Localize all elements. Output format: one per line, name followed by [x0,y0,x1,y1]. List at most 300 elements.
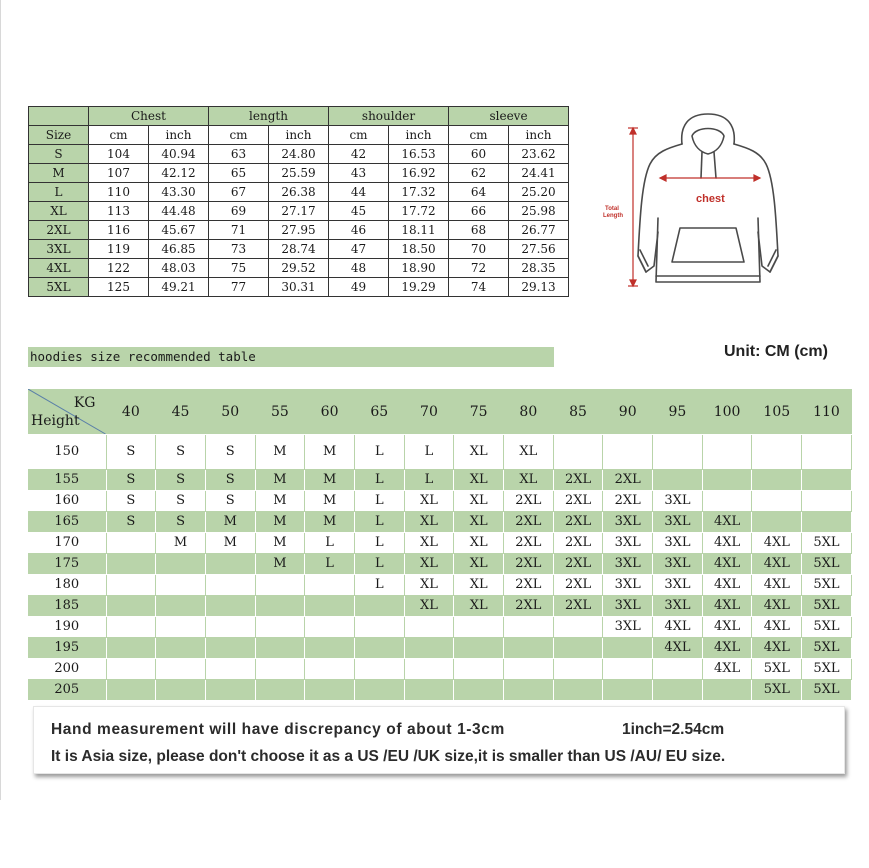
unit-cell: cm [449,126,509,145]
total-length-label: Length [603,213,623,219]
recommended-size-cell [752,491,802,512]
recommended-size-cell [603,680,653,701]
unit-cell: cm [329,126,389,145]
weight-header-cell: 55 [255,389,305,435]
unit-header-row [29,126,569,145]
weight-header-cell: 90 [603,389,653,435]
measurement-cell: 25.98 [509,202,569,221]
recommended-size-cell [106,596,156,617]
recommended-size-cell: XL [404,596,454,617]
recommended-size-cell [553,659,603,680]
measurement-cell: 67 [209,183,269,202]
recommended-size-cell [106,659,156,680]
recommended-size-cell [404,617,454,638]
recommended-size-cell: 3XL [603,596,653,617]
recommended-size-cell: XL [504,470,554,491]
measurement-cell: 45 [329,202,389,221]
recommended-size-cell: XL [454,533,504,554]
recommended-size-cell [603,659,653,680]
recommended-size-cell: 2XL [553,575,603,596]
recommended-size-cell: L [354,554,404,575]
recommended-size-cell: M [255,554,305,575]
recommended-size-cell: M [255,533,305,554]
height-cell: 160 [28,491,106,512]
measurement-cell: 40.94 [149,145,209,164]
recommended-size-cell: S [205,435,255,470]
size-row [29,164,569,183]
measurement-cell: 69 [209,202,269,221]
recommended-size-cell: XL [454,435,504,470]
asia-size-note: It is Asia size, please don't choose it as a US /EU /UK size,it is smaller than US /AU/ EU size. [51,748,726,765]
recommended-size-cell: 5XL [802,533,852,554]
recommended-size-cell [305,617,355,638]
recommended-size-cell: L [305,554,355,575]
recommended-size-cell: 4XL [752,638,802,659]
measurement-cell: 30.31 [269,278,329,297]
height-row [28,470,851,491]
recommended-size-cell [156,554,206,575]
recommended-size-cell: S [205,491,255,512]
recommended-size-cell [156,638,206,659]
recommend-table-title: hoodies size recommended table [28,347,554,367]
kg-height-corner [28,389,106,435]
size-recommendation-table [28,389,852,701]
blank-corner [29,107,89,126]
measurement-cell: 26.38 [269,183,329,202]
recommended-size-cell: XL [404,575,454,596]
measurement-cell: 77 [209,278,269,297]
height-cell: 150 [28,435,106,470]
recommended-size-cell [354,596,404,617]
recommended-size-cell [653,470,703,491]
weight-header-cell: 100 [702,389,752,435]
notice-box [33,706,845,774]
recommended-size-cell: M [255,470,305,491]
recommended-size-cell [553,435,603,470]
recommended-size-cell [205,638,255,659]
recommended-size-cell [305,575,355,596]
recommended-size-cell [354,638,404,659]
recommended-size-cell: 3XL [653,491,703,512]
recommended-size-cell [255,575,305,596]
recommended-size-cell [802,491,852,512]
measurement-cell: 24.41 [509,164,569,183]
measurement-cell: 18.90 [389,259,449,278]
height-cell: 185 [28,596,106,617]
measurement-cell: 24.80 [269,145,329,164]
size-row [29,221,569,240]
recommended-size-cell [553,680,603,701]
measurement-cell: 44 [329,183,389,202]
recommended-size-cell: M [156,533,206,554]
weight-header-row [28,389,851,435]
recommended-size-cell [255,638,305,659]
recommended-size-cell [702,491,752,512]
unit-cell: inch [389,126,449,145]
measurement-cell: 19.29 [389,278,449,297]
height-row [28,617,851,638]
measurement-cell: 62 [449,164,509,183]
recommended-size-cell: 2XL [553,512,603,533]
recommended-size-cell: 3XL [653,533,703,554]
recommended-size-cell [156,575,206,596]
recommended-size-cell [205,617,255,638]
measurement-cell: 43.30 [149,183,209,202]
weight-header-cell: 80 [504,389,554,435]
recommended-size-cell [305,638,355,659]
recommended-size-cell [205,554,255,575]
recommended-size-cell [454,638,504,659]
size-cell: 4XL [29,259,89,278]
height-row [28,638,851,659]
size-row [29,145,569,164]
recommended-size-cell [106,680,156,701]
weight-header-cell: 50 [205,389,255,435]
height-label: Height [31,413,80,429]
recommended-size-cell: 3XL [653,575,703,596]
measurement-cell: 25.20 [509,183,569,202]
recommended-size-cell: S [156,470,206,491]
recommended-size-cell [305,596,355,617]
recommended-size-cell [106,617,156,638]
recommended-size-cell: 2XL [504,575,554,596]
chest-arrow [660,175,760,181]
recommended-size-cell [255,659,305,680]
recommended-size-cell [603,435,653,470]
recommended-size-cell: 2XL [553,491,603,512]
recommended-size-cell: XL [404,554,454,575]
recommended-size-cell: 2XL [553,554,603,575]
recommended-size-cell: M [205,512,255,533]
measurement-cell: 17.32 [389,183,449,202]
recommended-size-cell: 3XL [653,512,703,533]
height-row [28,596,851,617]
recommended-size-cell: L [305,533,355,554]
recommended-size-cell [255,680,305,701]
height-row [28,533,851,554]
weight-header-cell: 95 [653,389,703,435]
measurement-cell: 119 [89,240,149,259]
total-length-arrow [628,128,638,286]
measurement-cell: 43 [329,164,389,183]
weight-header-cell: 45 [156,389,206,435]
measurement-cell: 29.52 [269,259,329,278]
recommended-size-cell: 3XL [603,617,653,638]
recommended-size-cell: XL [454,512,504,533]
recommended-size-cell: 2XL [504,554,554,575]
recommended-size-cell: 2XL [603,491,653,512]
measurement-cell: 46.85 [149,240,209,259]
recommended-size-cell: 4XL [702,638,752,659]
recommended-size-cell [106,533,156,554]
measurement-cell: 113 [89,202,149,221]
recommended-size-cell: L [354,491,404,512]
measurement-cell: 73 [209,240,269,259]
measurement-cell: 49.21 [149,278,209,297]
height-cell: 165 [28,512,106,533]
recommended-size-cell: 2XL [553,470,603,491]
measurement-cell: 65 [209,164,269,183]
recommended-size-cell: 2XL [504,491,554,512]
height-cell: 195 [28,638,106,659]
recommended-size-cell: 4XL [702,554,752,575]
recommended-size-cell [156,596,206,617]
recommended-size-cell [354,659,404,680]
recommended-size-cell: 5XL [752,659,802,680]
recommended-size-cell: M [255,491,305,512]
recommended-size-cell: M [305,512,355,533]
size-cell: 3XL [29,240,89,259]
unit-cell: cm [89,126,149,145]
recommended-size-cell: XL [454,596,504,617]
unit-cell: inch [149,126,209,145]
recommended-size-cell: XL [454,554,504,575]
recommended-size-cell [205,575,255,596]
unit-cell: cm [209,126,269,145]
recommended-size-cell: S [205,470,255,491]
recommended-size-cell: M [205,533,255,554]
recommended-size-cell: 5XL [752,680,802,701]
recommended-size-cell: 4XL [702,596,752,617]
measurement-cell: 60 [449,145,509,164]
measurement-cell: 46 [329,221,389,240]
recommended-size-cell [702,680,752,701]
size-cell: L [29,183,89,202]
total-length-label: Total [605,206,619,212]
measurement-cell: 28.74 [269,240,329,259]
recommended-size-cell: L [354,575,404,596]
height-row [28,512,851,533]
page-edge-line [0,0,1,800]
recommended-size-cell [454,680,504,701]
measurement-cell: 42 [329,145,389,164]
recommended-size-cell [205,596,255,617]
weight-header-cell: 70 [404,389,454,435]
measurement-cell: 72 [449,259,509,278]
height-cell: 170 [28,533,106,554]
recommended-size-cell: L [404,435,454,470]
measurement-cell: 16.53 [389,145,449,164]
recommended-size-cell: 3XL [603,512,653,533]
measurement-cell: 48.03 [149,259,209,278]
measurement-cell: 122 [89,259,149,278]
recommended-size-cell: L [354,512,404,533]
size-row [29,183,569,202]
recommended-size-cell [454,617,504,638]
recommended-size-cell: 3XL [603,575,653,596]
inch-conversion-note: 1inch=2.54cm [622,721,725,738]
recommended-size-cell: S [156,491,206,512]
recommended-size-cell: M [305,435,355,470]
recommended-size-cell [504,680,554,701]
recommended-size-cell: L [354,470,404,491]
recommended-size-cell [504,638,554,659]
recommended-size-cell [354,680,404,701]
height-row [28,554,851,575]
recommended-size-cell: 2XL [553,533,603,554]
recommended-size-cell: 5XL [802,617,852,638]
weight-header-cell: 40 [106,389,156,435]
recommended-size-cell [553,617,603,638]
recommended-size-cell [653,435,703,470]
recommended-size-cell: M [305,470,355,491]
size-row [29,259,569,278]
recommended-size-cell [255,617,305,638]
recommended-size-cell [454,659,504,680]
recommended-size-cell: 4XL [702,659,752,680]
recommended-size-cell [404,680,454,701]
recommended-size-cell [504,617,554,638]
size-row [29,202,569,221]
measurement-cell: 48 [329,259,389,278]
measurement-cell: 18.11 [389,221,449,240]
group-shoulder: shoulder [329,107,449,126]
measurement-cell: 49 [329,278,389,297]
recommended-size-cell: 4XL [702,617,752,638]
recommended-size-cell: 5XL [802,680,852,701]
recommended-size-cell: XL [404,512,454,533]
recommended-size-cell [752,512,802,533]
recommended-size-cell: 4XL [752,575,802,596]
measurement-cell: 17.72 [389,202,449,221]
measurement-cell: 116 [89,221,149,240]
recommended-size-cell: 3XL [603,533,653,554]
recommended-size-cell [305,680,355,701]
height-row [28,575,851,596]
recommended-size-cell: 5XL [802,596,852,617]
measurement-cell: 68 [449,221,509,240]
recommended-size-cell: 4XL [752,617,802,638]
measurement-cell: 74 [449,278,509,297]
recommended-size-cell [156,680,206,701]
kg-label: KG [73,395,96,411]
recommended-size-cell: 2XL [504,596,554,617]
weight-header-cell: 65 [354,389,404,435]
recommended-size-cell [305,659,355,680]
recommended-size-cell [255,596,305,617]
measurement-cell: 29.13 [509,278,569,297]
measurement-cell: 70 [449,240,509,259]
measurement-cell: 44.48 [149,202,209,221]
recommended-size-cell: 3XL [603,554,653,575]
recommended-size-cell [205,659,255,680]
height-row [28,491,851,512]
height-row [28,435,851,470]
measurement-cell: 27.95 [269,221,329,240]
measurement-cell: 23.62 [509,145,569,164]
hoodie-measurement-diagram [596,106,806,296]
measurement-cell: 66 [449,202,509,221]
recommended-size-cell [106,638,156,659]
recommended-size-cell [702,470,752,491]
recommended-size-cell [752,435,802,470]
size-column-header: Size [29,126,89,145]
group-chest: Chest [89,107,209,126]
size-cell: XL [29,202,89,221]
recommended-size-cell: M [305,491,355,512]
weight-header-cell: 105 [752,389,802,435]
measurement-cell: 110 [89,183,149,202]
recommended-size-cell: 2XL [504,512,554,533]
recommended-size-cell: S [106,491,156,512]
measurement-cell: 16.92 [389,164,449,183]
measurement-cell: 28.35 [509,259,569,278]
recommended-size-cell [653,659,703,680]
measurement-cell: 25.59 [269,164,329,183]
discrepancy-note: Hand measurement will have discrepancy of about 1-3cm [51,721,505,738]
recommended-size-cell: 5XL [802,575,852,596]
recommended-size-cell: XL [404,491,454,512]
recommended-size-cell [156,617,206,638]
unit-label: Unit: CM (cm) [724,343,828,360]
recommended-size-cell: 4XL [702,575,752,596]
recommended-size-cell: S [106,470,156,491]
measurement-cell: 45.67 [149,221,209,240]
recommended-size-cell: 2XL [553,596,603,617]
recommended-size-cell [504,659,554,680]
recommended-size-cell [404,638,454,659]
height-cell: 155 [28,470,106,491]
recommended-size-cell: 4XL [752,554,802,575]
recommended-size-cell: M [255,435,305,470]
size-cell: S [29,145,89,164]
weight-header-cell: 85 [553,389,603,435]
height-row [28,659,851,680]
recommended-size-cell [752,470,802,491]
measurement-cell: 42.12 [149,164,209,183]
recommended-size-cell: 4XL [702,533,752,554]
recommended-size-cell [156,659,206,680]
recommended-size-cell: S [106,435,156,470]
measurement-cell: 104 [89,145,149,164]
height-row [28,680,851,701]
recommended-size-cell: 4XL [653,638,703,659]
measurement-cell: 64 [449,183,509,202]
recommended-size-cell: 4XL [752,533,802,554]
size-cell: 5XL [29,278,89,297]
measurement-cell: 71 [209,221,269,240]
recommended-size-cell: 3XL [653,596,703,617]
recommended-size-cell [653,680,703,701]
unit-cell: inch [509,126,569,145]
height-cell: 180 [28,575,106,596]
group-header-row [29,107,569,126]
recommended-size-cell: XL [454,575,504,596]
recommended-size-cell [702,435,752,470]
size-measurement-table [28,106,569,297]
size-cell: 2XL [29,221,89,240]
recommended-size-cell: S [156,512,206,533]
recommended-size-cell: S [156,435,206,470]
recommended-size-cell: L [354,533,404,554]
measurement-cell: 18.50 [389,240,449,259]
recommended-size-cell: XL [504,435,554,470]
recommended-size-cell [205,680,255,701]
group-sleeve: sleeve [449,107,569,126]
recommended-size-cell: 5XL [802,554,852,575]
measurement-cell: 125 [89,278,149,297]
recommended-size-cell: XL [454,491,504,512]
chest-label: chest [696,193,725,205]
weight-header-cell: 60 [305,389,355,435]
measurement-cell: 75 [209,259,269,278]
height-cell: 175 [28,554,106,575]
size-cell: M [29,164,89,183]
measurement-cell: 107 [89,164,149,183]
height-cell: 205 [28,680,106,701]
measurement-cell: 63 [209,145,269,164]
height-cell: 190 [28,617,106,638]
